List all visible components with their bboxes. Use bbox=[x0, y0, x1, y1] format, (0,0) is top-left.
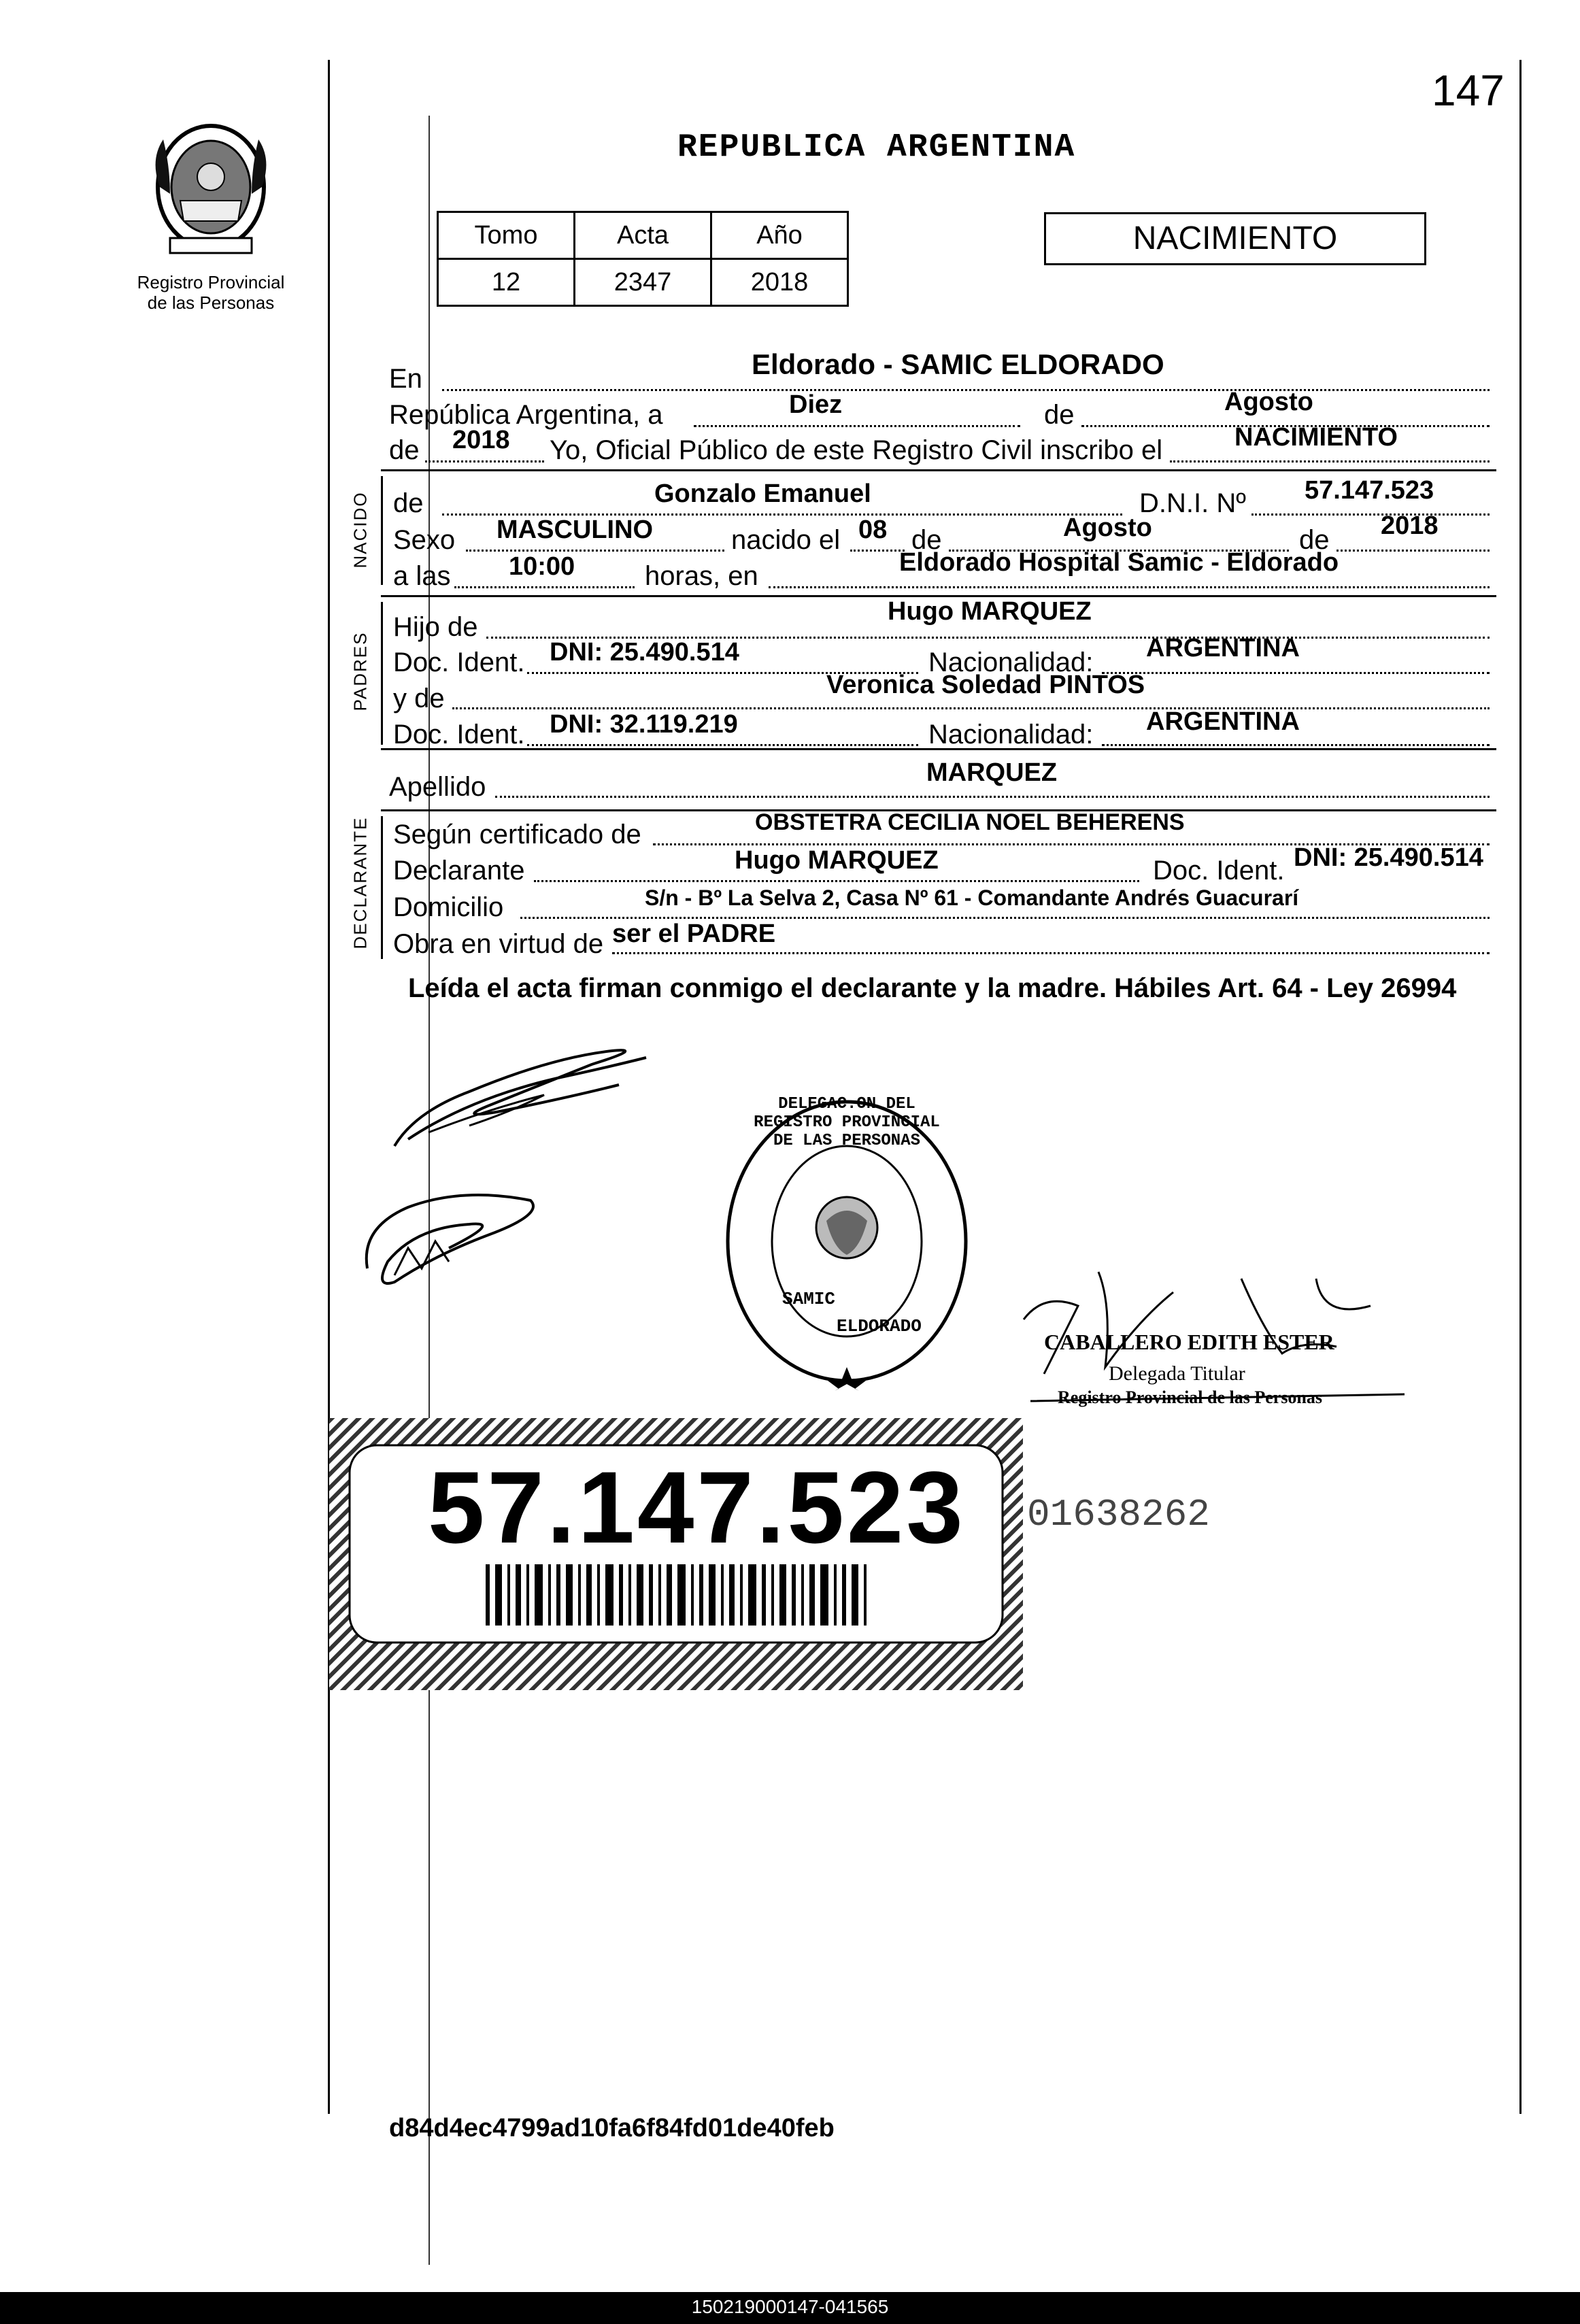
separator-1 bbox=[381, 469, 1496, 471]
birth-de-label: de bbox=[911, 525, 942, 555]
birth-month: Agosto bbox=[1063, 513, 1152, 542]
serial-number: 01638262 bbox=[1027, 1493, 1210, 1536]
header-acta: Acta bbox=[575, 212, 711, 259]
year-value: 2018 bbox=[452, 426, 510, 454]
declarante-dots bbox=[534, 880, 1139, 882]
declarante-brace bbox=[381, 816, 383, 959]
de-label-1: de bbox=[1044, 400, 1075, 430]
officer-role: Delegada Titular bbox=[1109, 1362, 1245, 1385]
header-tomo: Tomo bbox=[438, 212, 575, 259]
birth-place: Eldorado Hospital Samic - Eldorado bbox=[899, 548, 1339, 577]
nacido-el-label: nacido el bbox=[731, 525, 841, 555]
officer-org: Registro Provincial de las Personas bbox=[1058, 1387, 1323, 1407]
declarante-section-label: DECLARANTE bbox=[350, 816, 371, 949]
declarante-label: Declarante bbox=[393, 856, 525, 886]
father-nationality: ARGENTINA bbox=[1146, 634, 1300, 662]
cert-value: OBSTETRA CECILIA NOEL BEHERENS bbox=[755, 809, 1185, 835]
dni-label-number: 57.147.523 bbox=[428, 1450, 966, 1564]
record-table bbox=[437, 211, 849, 307]
bottom-code: 150219000147-041565 bbox=[691, 2296, 889, 2317]
officer-signature bbox=[1017, 1265, 1411, 1428]
day-value: Diez bbox=[789, 390, 843, 419]
dni-dots bbox=[1251, 513, 1490, 516]
hijo-label: Hijo de bbox=[393, 612, 478, 642]
apellido-dots bbox=[495, 796, 1490, 798]
mother-nat-label: Nacionalidad: bbox=[928, 720, 1094, 750]
month-value: Agosto bbox=[1224, 388, 1313, 416]
yo-label: Yo, Oficial Público de este Registro Civil inscribo el bbox=[550, 435, 1163, 465]
republica-dots-1 bbox=[694, 425, 1020, 427]
father-nat-label: Nacionalidad: bbox=[928, 647, 1094, 677]
birth-de-label-2: de bbox=[1299, 525, 1330, 555]
birth-day-dots bbox=[850, 550, 905, 552]
value-tomo: 12 bbox=[438, 259, 575, 306]
obra-dots bbox=[612, 952, 1490, 954]
nacido-section-label: NACIDO bbox=[350, 491, 371, 569]
header-anio: Año bbox=[711, 212, 848, 259]
registry-stamp bbox=[718, 1092, 976, 1391]
mother-nat-dots bbox=[1102, 744, 1490, 746]
separator-3 bbox=[381, 748, 1496, 750]
mother-doc-dots bbox=[527, 744, 918, 746]
mother-nationality: ARGENTINA bbox=[1146, 707, 1300, 736]
apellido-label: Apellido bbox=[389, 772, 486, 802]
republica-label: República Argentina, a bbox=[389, 400, 663, 430]
province-logo bbox=[143, 119, 279, 262]
mother-signature bbox=[354, 1187, 558, 1296]
inscribe-value: NACIMIENTO bbox=[1234, 423, 1398, 452]
document-hash: d84d4ec4799ad10fa6f84fd01de40feb bbox=[389, 2114, 835, 2142]
en-dots bbox=[442, 389, 1490, 391]
birth-year-dots bbox=[1337, 550, 1490, 552]
mother-doc-label: Doc. Ident. bbox=[393, 720, 525, 750]
page-number: 147 bbox=[1432, 66, 1505, 115]
decl-doc-label: Doc. Ident. bbox=[1153, 856, 1285, 886]
left-margin-line bbox=[328, 60, 330, 2114]
year-dots bbox=[425, 460, 544, 462]
mother-name: Veronica Soledad PINTOS bbox=[826, 671, 1145, 699]
horas-label: horas, en bbox=[645, 561, 758, 591]
de-label-2: de bbox=[389, 435, 420, 465]
padres-brace bbox=[381, 602, 383, 745]
stamp-ring-text: DELEGAC.ON DEL REGISTRO PROVINCIAL DE LAS PERSONAS bbox=[754, 1095, 940, 1150]
closing-statement: Leída el acta firman conmigo el declarante y la madre. Hábiles Art. 64 - Ley 26994 bbox=[408, 973, 1457, 1003]
father-nat-dots bbox=[1102, 672, 1490, 674]
time-dots bbox=[454, 586, 635, 588]
mother-doc: DNI: 32.119.219 bbox=[550, 710, 738, 739]
nacido-brace bbox=[381, 476, 383, 585]
sexo-value: MASCULINO bbox=[497, 516, 654, 544]
cert-label: Según certificado de bbox=[393, 820, 641, 849]
value-anio: 2018 bbox=[711, 259, 848, 306]
stamp-inner-text-1: SAMIC bbox=[782, 1289, 836, 1309]
place-dots bbox=[769, 586, 1490, 588]
en-value: Eldorado - SAMIC ELDORADO bbox=[752, 348, 1164, 380]
child-name: Gonzalo Emanuel bbox=[654, 479, 871, 508]
padres-section-label: PADRES bbox=[350, 631, 371, 711]
document-title: REPUBLICA ARGENTINA bbox=[677, 129, 1076, 166]
dni-value: 57.147.523 bbox=[1305, 476, 1434, 505]
value-acta: 2347 bbox=[575, 259, 711, 306]
father-doc-label: Doc. Ident. bbox=[393, 647, 525, 677]
domicilio-dots bbox=[520, 917, 1490, 919]
apellido-value: MARQUEZ bbox=[926, 758, 1058, 787]
bottom-code-bar bbox=[0, 2292, 1580, 2324]
record-type-box: NACIMIENTO bbox=[1044, 212, 1426, 265]
father-name: Hugo MARQUEZ bbox=[888, 597, 1092, 626]
officer-name: CABALLERO EDITH ESTER bbox=[1044, 1330, 1334, 1354]
right-margin-line bbox=[1519, 60, 1522, 2114]
registry-caption: Registro Provincial de las Personas bbox=[137, 272, 285, 313]
birth-day: 08 bbox=[858, 516, 888, 544]
birth-time: 10:00 bbox=[509, 552, 575, 581]
decl-doc-value: DNI: 25.490.514 bbox=[1294, 843, 1483, 872]
mother-dots bbox=[452, 707, 1490, 709]
domicilio-label: Domicilio bbox=[393, 892, 504, 922]
father-doc: DNI: 25.490.514 bbox=[550, 638, 739, 667]
stamp-inner-text-2: ELDORADO bbox=[837, 1316, 922, 1336]
declarant-signature bbox=[388, 1044, 660, 1160]
yde-label: y de bbox=[393, 684, 445, 713]
dni-label-card bbox=[329, 1418, 1023, 1690]
nacido-de-label: de bbox=[393, 488, 424, 518]
domicilio-value: S/n - Bº La Selva 2, Casa Nº 61 - Comandante Andrés Guacurarí bbox=[645, 886, 1299, 910]
obra-value: ser el PADRE bbox=[612, 920, 776, 948]
sexo-label: Sexo bbox=[393, 525, 456, 555]
inscribe-dots bbox=[1170, 460, 1490, 462]
obra-label: Obra en virtud de bbox=[393, 929, 604, 959]
en-label: En bbox=[389, 364, 422, 394]
alas-label: a las bbox=[393, 561, 451, 591]
dni-label: D.N.I. Nº bbox=[1139, 488, 1246, 518]
sexo-dots bbox=[466, 550, 724, 552]
birth-year: 2018 bbox=[1381, 511, 1439, 540]
declarante-value: Hugo MARQUEZ bbox=[735, 846, 939, 875]
